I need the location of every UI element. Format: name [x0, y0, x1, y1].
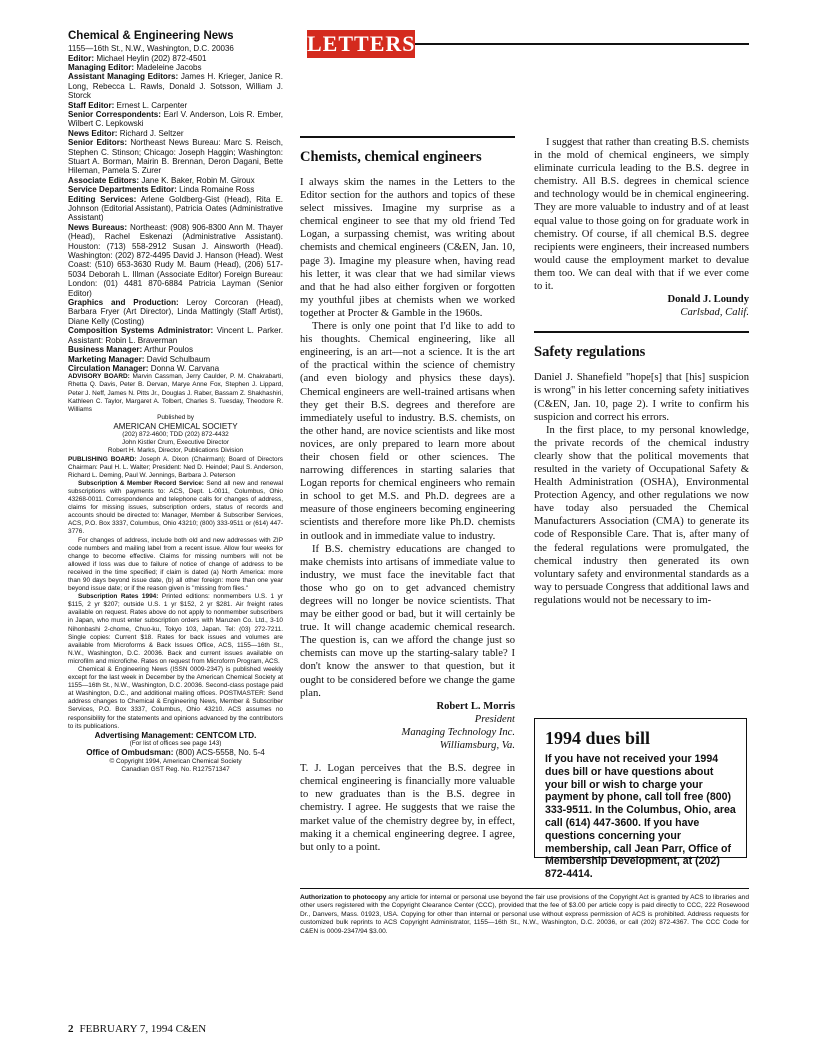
masthead-entry [68, 72, 283, 100]
letter1-signature-place: Williamsburg, Va. [439, 740, 515, 752]
masthead-entry-text: Arthur Poulos [142, 345, 194, 355]
masthead-entry [68, 223, 283, 298]
issn-statement: Chemical & Engineering News (ISSN 0009-2347) is published weekly except for the last week in December by the American Chemical Society at 1155—16th St., N.W., Washington, D.C. 20036. Second-class postage paid at Washington, D.C., and additional mailing offices. POSTMASTER: Send address changes to Chemical & Engineering News, Member & Subscriber Services, P.O. Box 3337, Columbus, Ohio 43210. ACS assumes no responsibility for the statements and opinions advanced by the contributors to its publications. [68, 666, 283, 730]
masthead-entry [68, 176, 283, 185]
advisory-board-text: Marvin Cassman, Jerry Caulder, P. M. Chakrabarti, Rhetta Q. Davis, Peter B. Dervan, Marye Anne Fox, Stephen J. Lippard, Peter J. Neff, James N. Pitts Jr., Douglas J. Raber, Bassam Z. Shakhashiri, Kathleen C. Taylor, Margaret A. Tolbert, Charles S. Tuesday, Theodore R. Williams [68, 373, 283, 413]
masthead-entry-label: Editing Services: [68, 194, 137, 204]
masthead-entry [68, 185, 283, 194]
copyright-notice-label: Authorization to photocopy [300, 894, 387, 901]
letters-column-left [300, 136, 515, 854]
masthead [68, 30, 283, 774]
masthead-entry [68, 364, 283, 373]
letter1-signature-title: President [474, 713, 515, 725]
headline-safety-regulations: Safety regulations [534, 344, 646, 361]
ombudsman [68, 748, 283, 757]
headline-rule [300, 136, 515, 138]
masthead-entry-text: David Schulbaum [144, 354, 211, 364]
publishing-board-text: Joseph A. Dixon (Chairman); Board of Directors Chairman: Paul H. L. Walter; President: Ned D. Heindel; Paul S. Anderson, Richard L. Deming, Paul W. Jennings, Barbara J. Peterson [68, 455, 283, 479]
masthead-entry-text: Donna W. Carvana [148, 363, 220, 373]
society-phone: (202) 872-4600; TDD (202) 872-4432 [122, 431, 229, 439]
ombudsman-label: Office of Ombudsman: [86, 748, 174, 758]
masthead-entry-text: Linda Romaine Ross [176, 185, 255, 195]
copyright-line: © Copyright 1994, American Chemical Society [109, 757, 242, 765]
top-divider [415, 43, 749, 45]
masthead-entry-text: Arlene Goldberg-Gist (Head), Rita E. Johnson (Editorial Assistant), Patricia Oates (Administrative Assistant) [68, 194, 283, 223]
letter1-paragraph-1: I always skim the names in the Letters to the Editor section for the authors and topics of these select missives. Imagine my surprise as a chemical engineer to see that my old friend Ted Logan, a surpassing chemist, was writing about chemists and chemical engineers (C&EN, Jan. 10, page 3). Imagine my pleasure when, having read his letter, it was clear that we had similar views and that he had also either forgiven or forgotten my youthful jibes at chemists when we worked together at Procter & Gamble in the 1960s. [300, 177, 515, 319]
masthead-title: Chemical & Engineering News [68, 30, 234, 42]
society-name: AMERICAN CHEMICAL SOCIETY [113, 421, 238, 431]
letter1-signature-org: Managing Technology Inc. [401, 726, 515, 738]
masthead-entry-label: Business Manager: [68, 345, 143, 355]
masthead-entry-text: Michael Heylin (202) 872-4501 [94, 53, 207, 63]
masthead-entry-label: Editor: [68, 53, 95, 63]
masthead-entry-text: Leroy Corcoran (Head), Barbara Fryer (Art Director), Linda Mattingly (Staff Artist), Diane Kelly (Costing) [68, 298, 283, 326]
dues-bill-box [534, 718, 747, 881]
advisory-board [68, 373, 283, 413]
subscription-rates-label: Subscription Rates 1994: [78, 593, 159, 601]
masthead-entry [68, 101, 283, 110]
masthead-entry-label: News Bureaus: [68, 222, 128, 232]
masthead-entry-label: Associate Editors: [68, 175, 140, 185]
publishing-board [68, 456, 283, 480]
masthead-entry [68, 345, 283, 354]
subscription-service-label: Subscription & Member Record Service: [78, 479, 204, 487]
masthead-entry [68, 63, 283, 72]
masthead-entry-text: Northeast News Bureau: Marc S. Reisch, Stephen C. Stinson; Chicago: Joseph Haggin; Washington: Stuart A. Borman, Mairin B. Brennan, Deron Dagani, Bette Hileman, Pamela S. Zurer [68, 138, 283, 176]
masthead-entry [68, 129, 283, 138]
masthead-entry [68, 326, 283, 345]
advertising-management: Advertising Management: CENTCOM LTD. [94, 730, 257, 740]
copyright-notice-text: any article for internal or personal use beyond the fair use provisions of the Copyright Act is granted by ACS to libraries and other users registered with the Copyright Clearance Center (CCC), provided that the fee of $3.00 per article copy is paid directly to CCC, 222 Rosewood Dr., Danvers, Mass. 01923, USA. Copying for other than internal or personal use without express permission of ACS is prohibited. Address requests for customized bulk reprints to ACS Copyright Administrator, 1155—16th St., N.W., Washington, D.C. 20036, or call (202) 872-4367. The CCC Code for C&EN is 0009-2347/94 $3.00. [300, 894, 750, 935]
masthead-entry-label: Senior Correspondents: [68, 109, 162, 119]
masthead-entry-text: Jane K. Baker, Robin M. Giroux [139, 175, 255, 185]
subscription-rates-text: Printed editions: nonmembers U.S. 1 yr $115, 2 yr $207; outside U.S. 1 yr $152, 2 yr $281. Air freight rates available on request. Rates above do not apply to nonmember subscribers in Japan, who must enter subscription orders with Maruzen Co. Ltd., 3-10 Nihonbashi 2-chome, Chuo-ku, Tokyo 103, Japan. Tel: (03) 272-7211. Single copies: Current $18. Rates for back issues and volumes are available from Microforms & Back Issues Office, ACS, 1155—16th St., N.W., Washington, D.C. 20036. Back and current issues available on microfilm and microfiche. Rates on request from Microform Program, ACS. [68, 593, 283, 665]
subscription-service-text: Send all new and renewal subscriptions with payments to: ACS, Dept. L-0011, Columbus, Ohio 43268-0011. Correspondence and telephone calls for changes of address, claims for missing issues, subscription orders, status of records and accounts should be directed to: Manager, Member & Subscriber Services, ACS, P.O. Box 3337, Columbus, Ohio 43210; (800) 333-9511 or (614) 447-3776. [68, 479, 284, 536]
masthead-entry [68, 195, 283, 223]
letter2-signature-name: Donald J. Loundy [667, 294, 749, 306]
masthead-entry-text: Earl V. Anderson, Lois R. Ember, Wilbert C. Lepkowski [68, 109, 284, 129]
letter3-paragraph-1: Daniel J. Shanefield "hope[s] that [his] suspicion is wrong" in his letter concerning safety initiatives (C&EN, Jan. 10, page 2). I write to confirm his suspicion and correct his errors. [534, 372, 749, 423]
published-by: Published by [157, 413, 194, 421]
masthead-entry-label: Circulation Manager: [68, 363, 149, 373]
letters-column-right [534, 136, 749, 607]
subscription-service [68, 480, 283, 537]
gst-number: Canadian GST Reg. No. R127571347 [121, 765, 230, 773]
ombudsman-phone: (800) ACS-5558, No. 5-4 [173, 748, 265, 758]
headline-chemists: Chemists, chemical engineers [300, 149, 482, 165]
masthead-entry-text: Madeleine Jacobs [134, 62, 202, 72]
address-change-note: For changes of address, include both old and new addresses with ZIP code numbers and mailing label from a recent issue. Allow four weeks for change to become effective. Claims for missing numbers will not be allowed if loss was due to failure of notice of change of address to be received in the time specified; if claim is dated (a) North America: more than 90 days beyond issue date, (b) all other foreign: more than one year beyond issue date; or if the reason given is "missing from files." [68, 536, 283, 593]
dues-bill-body: If you have not received your 1994 dues bill or have questions about your bill or wish to charge your payment by phone, call toll free (800) 333-9511. In the Columbus, Ohio, area call (614) 447-3600. If you have questions concerning your membership, call Jean Parr, Office of Membership Development, at (202) 872-4414. [545, 753, 736, 881]
page-number: 2 [68, 1023, 74, 1035]
masthead-entry [68, 54, 283, 63]
subscription-rates [68, 593, 283, 666]
masthead-entry-label: Senior Editors: [68, 138, 128, 148]
headline-rule [534, 331, 749, 333]
executive-director: John Kistler Crum, Executive Director [122, 439, 229, 447]
issue-date: FEBRUARY 7, 1994 C&EN [79, 1023, 207, 1035]
section-tag-letters: LETTERS [307, 31, 416, 56]
masthead-entry-label: Composition Systems Administrator: [68, 326, 214, 336]
masthead-entry-label: Staff Editor: [68, 100, 115, 110]
letter2-signature-place: Carlsbad, Calif. [680, 307, 749, 319]
masthead-entry-text: Ernest L. Carpenter [114, 100, 188, 110]
publishing-board-label: PUBLISHING BOARD: [68, 455, 137, 463]
masthead-entry-label: Assistant Managing Editors: [68, 72, 179, 82]
masthead-entry-label: Graphics and Production: [68, 298, 179, 308]
advisory-board-label: ADVISORY BOARD: [68, 373, 130, 381]
advertising-note: (For list of offices see page 143) [129, 740, 222, 748]
masthead-entry-label: Managing Editor: [68, 62, 135, 72]
masthead-entry [68, 110, 283, 129]
page-footer [68, 1023, 206, 1035]
masthead-entry-label: Marketing Manager: [68, 354, 145, 364]
letter2-paragraph-1: T. J. Logan perceives that the B.S. degree in chemical engineering is financially more valuable to new graduates than is the B.S. degree in chemistry. I agree. He suggests that we raise the market value of the chemistry degree by, in effect, making it a chemical engineering degree. I agree, but only to a point. [300, 763, 515, 853]
masthead-entry-text: Richard J. Seltzer [117, 128, 184, 138]
masthead-entry [68, 138, 283, 176]
letter1-paragraph-2: There is only one point that I'd like to add to his thoughts. Chemical engineering, like all engineering, is an art—not a science. It is the art of the practical within the science of chemistry (and even biology and physics these days). Chemical engineers are well-trained artisans when they get their B.S. degrees and therefore are immediately useful to industry. B.S. chemists, on the other hand, are novice scientists and like most novices, are only prepared to learn more about their chosen field or other sciences. The narrowing differences in starting salaries that Logan reports for chemical engineers who remain in school to get M.S. and Ph.D. degrees are a measure of those engineers becoming engineering scientists and therefore more like Ph.D. chemists in outlook and in immediate value to industry. [300, 321, 515, 542]
copyright-rule [300, 888, 749, 889]
masthead-staff-list [68, 54, 283, 374]
letter3-paragraph-2: In the first place, to my personal knowledge, the private records of the chemical industry clearly show that the political movements that resulted in the variety of Occupational Safety & Health Administration (OSHA), Environmental Protection Agency, and other regulations we now have today also persuaded the Chemical Manufacturers Association (CMA) to generate its code of Responsible Care. That is, after many of the federal regulations were promulgated, the chemical industry then generated its own voluntary safety and environmental standards as a way to persuade Congress that additional laws and regulations would not be necessary to im- [534, 424, 749, 606]
letter2-paragraph-2: I suggest that rather than creating B.S. chemists in the mold of chemical engineers, we simply eliminate curricula leading to the B.S. degree in chemistry. All B.S. degrees in chemical science and technology would be in chemical engineering. They are more valuable to industry and of at least equal value to those going on for graduate work in chemistry. Of course, if all chemical B.S. degree recipients were engineers, their increased numbers would cause the employment market to devalue them too. We can deal with that if we ever come to it. [534, 137, 749, 293]
masthead-entry [68, 355, 283, 364]
masthead-entry-label: Service Departments Editor: [68, 185, 177, 195]
masthead-address: 1155—16th St., N.W., Washington, D.C. 20036 [68, 44, 234, 53]
masthead-entry-label: News Editor: [68, 128, 118, 138]
publications-director: Robert H. Marks, Director, Publications Division [107, 447, 244, 455]
letter1-signature-name: Robert L. Morris [436, 700, 515, 712]
masthead-entry-text: Northeast: (908) 906-8300 Ann M. Thayer (Head), Rachel Eskenazi (Administrative Assistant). Houston: (713) 558-2912 Susan J. Ainsworth (Head). Washington: (202) 872-4495 David J. Hanson (Head). West Coast: (510) 653-3630 Rudy M. Baum (Head), (206) 517-5034 Deborah L. Illman (Associate Editor) Foreign Bureau: London: (01) 4481 870-6884 Patricia Layman (Senior Editor) [68, 222, 283, 298]
copyright-notice [300, 894, 749, 936]
masthead-entry-text: Vincent L. Parker. Assistant: Robin L. Braverman [68, 326, 283, 345]
masthead-entry-text: James H. Krieger, Janice R. Long, Rebecca L. Rawls, Donald J. Sotsson, William J. Storck [68, 72, 284, 101]
masthead-entry [68, 298, 283, 326]
dues-bill-title: 1994 dues bill [545, 728, 651, 748]
letter1-paragraph-3: If B.S. chemistry educations are changed to make chemists into artisans of immediate value to industry, we must face the inevitable fact that those who go on to get advanced chemistry degrees will no longer be novice scientists. That may be either good or bad, but it will certainly be true. It will change academic chemical research. The question is, can we afford the change just so chemists can move up the starting-salary table? I don't know the answer to that question, but it ought to be considered before we change the game plan. [300, 543, 515, 699]
